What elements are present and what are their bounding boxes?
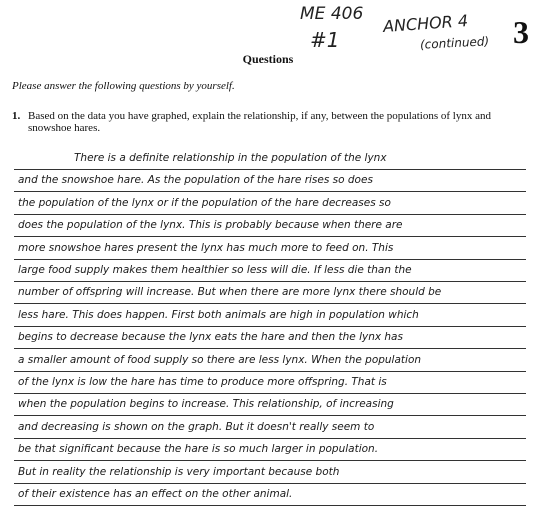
page-heading: Questions — [242, 52, 294, 66]
answer-line: a smaller amount of food supply so there are less lynx. When the population — [14, 350, 526, 372]
answer-line: less hare. This does happen. First both animals are high in population which — [14, 305, 526, 327]
answer-line: of the lynx is low the hare has time to produce more offspring. That is — [14, 372, 526, 394]
answer-line: and decreasing is shown on the graph. But it doesn't really seem to — [14, 417, 526, 439]
answer-line: more snowshoe hares present the lynx has much more to feed on. This — [14, 238, 526, 260]
answer-line: and the snowshoe hare. As the population of the hare rises so does — [14, 170, 526, 192]
answer-line: be that significant because the hare is so much larger in population. — [14, 439, 526, 461]
question-number: 1. — [12, 110, 21, 122]
answer-line: There is a definite relationship in the population of the lynx — [14, 148, 526, 170]
page-number: 3 — [513, 14, 529, 50]
answer-line: of their existence has an effect on the other animal. — [14, 484, 526, 506]
answer-line: does the population of the lynx. This is probably because when there are — [14, 215, 526, 237]
margin-note-code: ME 406 — [300, 4, 364, 24]
answer-line: large food supply makes them healthier so less will die. If less die than the — [14, 260, 526, 282]
margin-note-continued: (continued) — [419, 34, 490, 52]
answer-line: begins to decrease because the lynx eats the hare and then the lynx has — [14, 327, 526, 349]
margin-note-anchor: ANCHOR 4 — [382, 11, 469, 36]
margin-note-number: #1 — [310, 28, 340, 52]
question-text: Based on the data you have graphed, explain the relationship, if any, between the populations of lynx and snowshoe hares. — [28, 110, 491, 134]
answer-line: But in reality the relationship is very important because both — [14, 462, 526, 484]
answer-line: when the population begins to increase. This relationship, of increasing — [14, 394, 526, 416]
answer-line: number of offspring will increase. But when there are more lynx there should be — [14, 282, 526, 304]
answer-line: the population of the lynx or if the population of the hare decreases so — [14, 193, 526, 215]
instructions-text: Please answer the following questions by yourself. — [12, 80, 235, 92]
